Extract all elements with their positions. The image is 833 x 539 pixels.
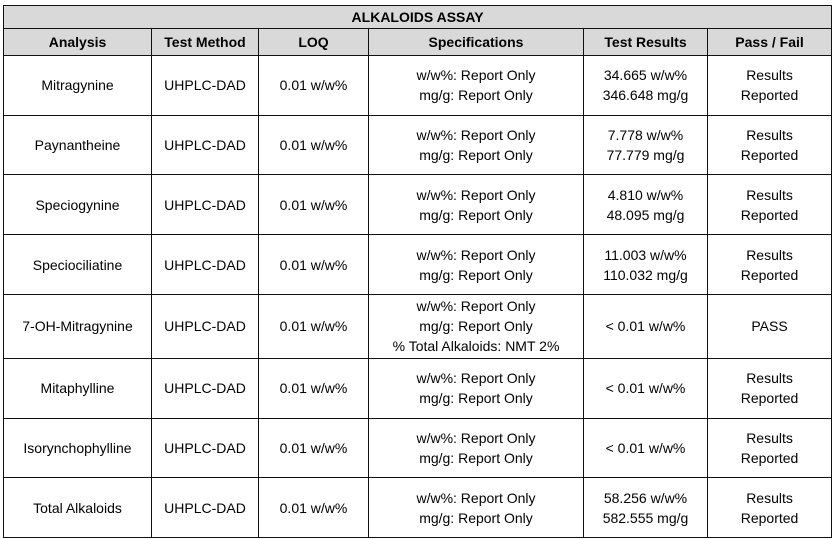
specification-line: mg/g: Report Only [419, 87, 533, 104]
test-results-cell [584, 175, 708, 235]
specification-line: mg/g: Report Only [419, 206, 533, 223]
result-line: 4.810 w/w% [607, 186, 684, 203]
test-method-cell: UHPLC-DAD [152, 418, 259, 478]
result-line: 58.256 w/w% [603, 489, 688, 506]
table-row [4, 478, 832, 538]
specification-line: mg/g: Report Only [419, 266, 533, 283]
loq-cell: 0.01 w/w% [259, 235, 369, 295]
specification-line: w/w%: Report Only [416, 298, 536, 315]
pass-fail-line: Reported [740, 206, 799, 223]
specification-line: mg/g: Report Only [419, 318, 533, 335]
pass-fail-line: Results [746, 67, 793, 84]
pass-fail-line: Results [746, 370, 793, 387]
specifications-cell [369, 235, 584, 295]
table-row [4, 294, 832, 358]
specifications-cell [369, 358, 584, 418]
specification-line: w/w%: Report Only [416, 429, 536, 446]
specifications-cell [369, 115, 584, 175]
loq-cell: 0.01 w/w% [259, 115, 369, 175]
pass-fail-line: Reported [740, 390, 799, 407]
result-line: < 0.01 w/w% [605, 439, 686, 456]
pass-fail-cell [708, 115, 832, 175]
pass-fail-line: Reported [740, 509, 799, 526]
loq-cell: 0.01 w/w% [259, 56, 369, 116]
loq-cell: 0.01 w/w% [259, 175, 369, 235]
analysis-cell: Paynantheine [4, 115, 152, 175]
pass-fail-cell [708, 294, 832, 358]
result-line: < 0.01 w/w% [605, 318, 686, 335]
specifications-cell [369, 294, 584, 358]
test-method-cell: UHPLC-DAD [152, 175, 259, 235]
specification-line: mg/g: Report Only [419, 449, 533, 466]
specification-line: w/w%: Report Only [416, 67, 536, 84]
pass-fail-cell [708, 418, 832, 478]
loq-cell: 0.01 w/w% [259, 418, 369, 478]
table-row [4, 418, 832, 478]
table-title: ALKALOIDS ASSAY [4, 6, 832, 29]
header-pass-fail: Pass / Fail [708, 29, 832, 56]
pass-fail-cell [708, 235, 832, 295]
test-method-cell: UHPLC-DAD [152, 56, 259, 116]
pass-fail-line: Results [746, 186, 793, 203]
header-specifications: Specifications [369, 29, 584, 56]
test-method-cell: UHPLC-DAD [152, 358, 259, 418]
specification-line: mg/g: Report Only [419, 509, 533, 526]
header-analysis: Analysis [4, 29, 152, 56]
specification-line: % Total Alkaloids: NMT 2% [392, 338, 560, 355]
specification-line: w/w%: Report Only [416, 370, 536, 387]
header-test-method: Test Method [152, 29, 259, 56]
pass-fail-cell [708, 478, 832, 538]
specification-line: w/w%: Report Only [416, 489, 536, 506]
result-line: 48.095 mg/g [606, 206, 685, 223]
pass-fail-cell [708, 56, 832, 116]
specification-line: w/w%: Report Only [416, 127, 536, 144]
test-results-cell [584, 418, 708, 478]
table-row [4, 56, 832, 116]
analysis-cell: Mitaphylline [4, 358, 152, 418]
test-method-cell: UHPLC-DAD [152, 235, 259, 295]
analysis-cell: 7-OH-Mitragynine [4, 294, 152, 358]
analysis-cell: Speciociliatine [4, 235, 152, 295]
alkaloids-assay-table [3, 5, 832, 538]
specifications-cell [369, 418, 584, 478]
pass-fail-line: Reported [740, 266, 799, 283]
table-row [4, 235, 832, 295]
test-results-cell [584, 56, 708, 116]
result-line: 11.003 w/w% [604, 246, 687, 263]
result-line: < 0.01 w/w% [605, 380, 686, 397]
test-results-cell [584, 358, 708, 418]
table-row [4, 175, 832, 235]
pass-fail-line: Reported [740, 449, 799, 466]
result-line: 110.032 mg/g [603, 266, 688, 283]
header-test-results: Test Results [584, 29, 708, 56]
analysis-cell: Total Alkaloids [4, 478, 152, 538]
test-results-cell [584, 478, 708, 538]
test-method-cell: UHPLC-DAD [152, 115, 259, 175]
header-loq: LOQ [259, 29, 369, 56]
test-method-cell: UHPLC-DAD [152, 478, 259, 538]
loq-cell: 0.01 w/w% [259, 294, 369, 358]
result-line: 346.648 mg/g [602, 87, 689, 104]
table-title-row [4, 6, 832, 29]
analysis-cell: Isorynchophylline [4, 418, 152, 478]
test-results-cell [584, 115, 708, 175]
specifications-cell [369, 56, 584, 116]
specification-line: mg/g: Report Only [419, 390, 533, 407]
specification-line: mg/g: Report Only [419, 147, 533, 164]
loq-cell: 0.01 w/w% [259, 478, 369, 538]
pass-fail-line: Results [746, 489, 793, 506]
pass-fail-line: Results [746, 429, 793, 446]
test-method-cell: UHPLC-DAD [152, 294, 259, 358]
pass-fail-line: Reported [740, 147, 799, 164]
specifications-cell [369, 478, 584, 538]
result-line: 77.779 mg/g [606, 147, 685, 164]
pass-fail-cell [708, 358, 832, 418]
pass-fail-line: PASS [751, 318, 788, 335]
analysis-cell: Speciogynine [4, 175, 152, 235]
result-line: 582.555 mg/g [602, 509, 689, 526]
pass-fail-cell [708, 175, 832, 235]
test-results-cell [584, 294, 708, 358]
specification-line: w/w%: Report Only [416, 186, 536, 203]
pass-fail-line: Reported [740, 87, 799, 104]
analysis-cell: Mitragynine [4, 56, 152, 116]
specification-line: w/w%: Report Only [416, 246, 536, 263]
table-row [4, 115, 832, 175]
pass-fail-line: Results [746, 127, 793, 144]
table-row [4, 358, 832, 418]
specifications-cell [369, 175, 584, 235]
test-results-cell [584, 235, 708, 295]
result-line: 7.778 w/w% [607, 127, 684, 144]
result-line: 34.665 w/w% [603, 67, 688, 84]
table-header-row [4, 29, 832, 56]
loq-cell: 0.01 w/w% [259, 358, 369, 418]
pass-fail-line: Results [746, 246, 793, 263]
